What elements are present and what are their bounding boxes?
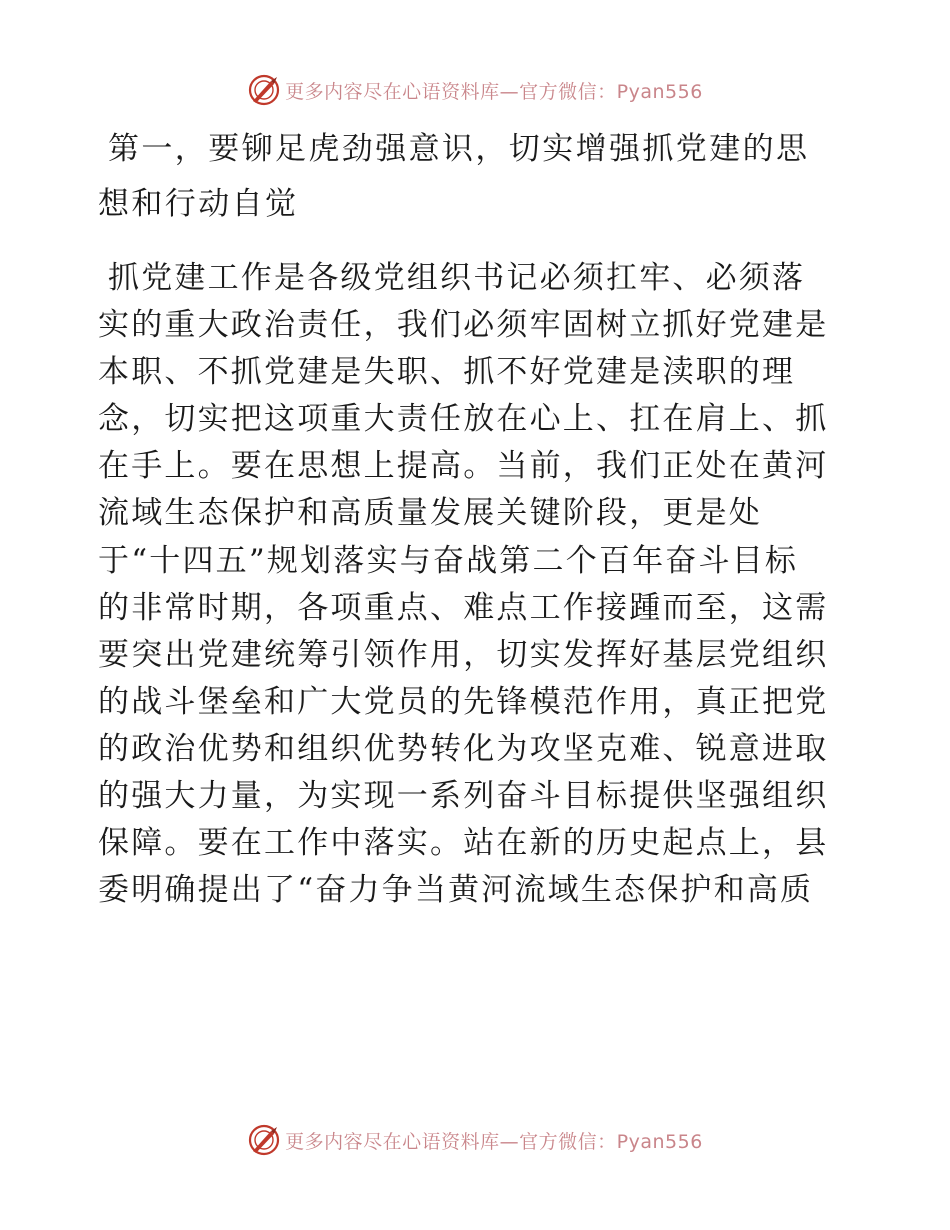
paragraph-line: 的强大力量，为实现一系列奋斗目标提供坚强组织 [98, 778, 829, 815]
watermark-text: 更多内容尽在心语资料库—官方微信：Pyan556 [285, 1130, 703, 1153]
paragraph-line: 于“十四五”规划落实与奋战第二个百年奋斗目标 [98, 542, 799, 579]
paragraph-line: 的政治优势和组织优势转化为攻坚克难、锐意进取 [98, 730, 829, 767]
footer-watermark [0, 1120, 950, 1160]
paragraph-line: 流域生态保护和高质量发展关键阶段，更是处 [98, 495, 762, 532]
paragraph-line: 保障。要在工作中落实。站在新的历史起点上，县 [98, 825, 829, 862]
paragraph-line: 的战斗堡垒和广大党员的先锋模范作用，真正把党 [98, 683, 829, 720]
paragraph-line: 委明确提出了“奋力争当黄河流域生态保护和高质 [98, 872, 814, 909]
body-paragraph [98, 255, 858, 914]
paragraph-line: 实的重大政治责任，我们必须牢固树立抓好党建是 [98, 307, 829, 344]
red-quill-circle-icon [247, 1123, 281, 1157]
header-watermark [0, 70, 950, 110]
watermark-text: 更多内容尽在心语资料库—官方微信：Pyan556 [285, 80, 703, 103]
paragraph-line: 在手上。要在思想上提高。当前，我们正处在黄河 [98, 448, 829, 485]
section-heading [98, 122, 858, 232]
paragraph-line: 念，切实把这项重大责任放在心上、扛在肩上、抓 [98, 401, 829, 438]
paragraph-line: 的非常时期，各项重点、难点工作接踵而至，这需 [98, 589, 829, 626]
heading-line: 第一，要铆足虎劲强意识，切实增强抓党建的思 [108, 131, 810, 167]
paragraph-line: 要突出党建统筹引领作用，切实发挥好基层党组织 [98, 636, 829, 673]
paragraph-line: 本职、不抓党建是失职、抓不好党建是渎职的理 [98, 354, 796, 391]
heading-line: 想和行动自觉 [98, 186, 299, 222]
paragraph-line: 抓党建工作是各级党组织书记必须扛牢、必须落 [108, 260, 806, 296]
red-quill-circle-icon [247, 73, 281, 107]
